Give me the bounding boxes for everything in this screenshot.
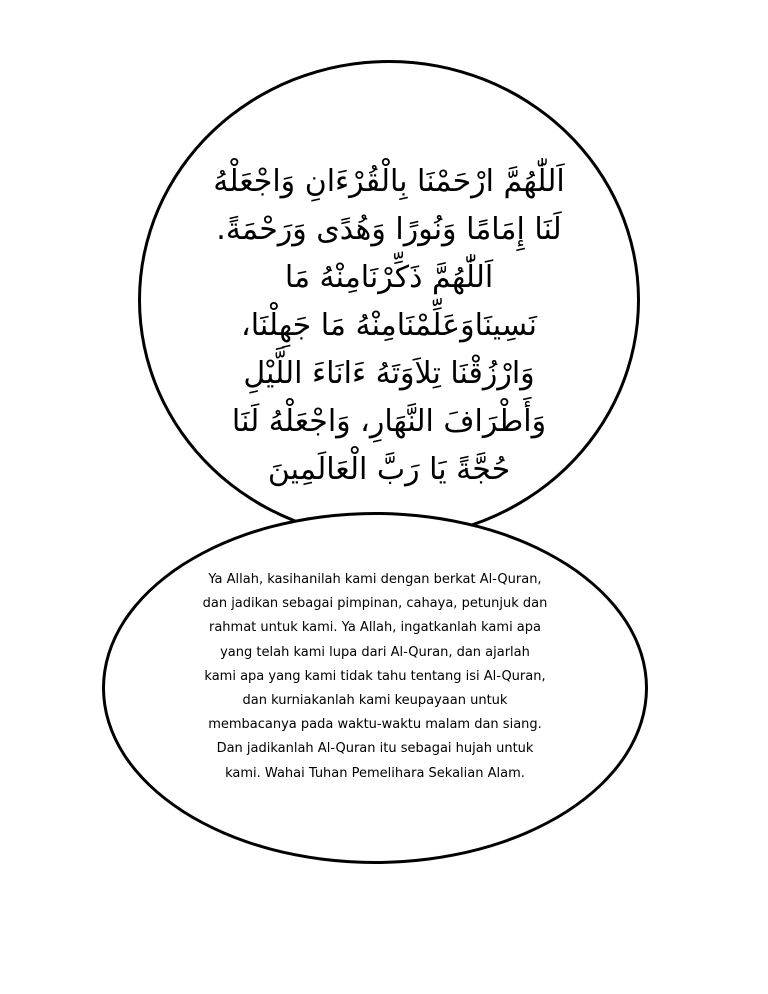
translation-line: Ya Allah, kasihanilah kami dengan berkat Al-Quran, xyxy=(208,572,542,587)
translation-line: rahmat untuk kami. Ya Allah, ingatkanlah kami apa xyxy=(208,620,541,636)
arabic-prayer-container xyxy=(150,150,628,487)
translation-line: yang telah kami lupa dari Al-Quran, dan ajarlah xyxy=(220,644,530,660)
translation-line: kami. Wahai Tuhan Pemelihara Sekalian Alam. xyxy=(225,765,525,781)
arabic-line: اَللّٰهُمَّ ذَكِّرْنَامِنْهُ مَا xyxy=(284,260,494,295)
translation-line: dan jadikan sebagai pimpinan, cahaya, petunjuk dan xyxy=(202,596,548,612)
arabic-line: نَسِينَاوَعَلِّمْنَامِنْهُ مَا جَهِلْنَا، xyxy=(241,308,537,343)
translation-line: Dan jadikanlah Al-Quran itu sebagai hujah untuk xyxy=(216,741,534,757)
translation-line: dan kurniakanlah kami keupayaan untuk xyxy=(242,693,508,709)
malay-translation-text xyxy=(150,568,600,786)
arabic-line: وَارْزُقْنَا تِلاَوَتَهُ ءَانَاءَ اللَّيْلِ xyxy=(243,356,535,391)
arabic-line: اَللّٰهُمَّ ارْحَمْنَا بِالْقُرْءَانِ وَاجْعَلْهُ xyxy=(213,164,565,199)
arabic-prayer-text xyxy=(150,150,628,494)
translation-line: membacanya pada waktu-waktu malam dan siang. xyxy=(208,717,542,733)
arabic-line: وَأَطْرَافَ النَّهَارِ، وَاجْعَلْهُ لَنَا xyxy=(231,404,547,439)
arabic-line: حُجَّةً يَا رَبَّ الْعَالَمِينَ xyxy=(267,452,511,487)
arabic-line: لَنَا إِمَامًا وَنُورًا وَهُدًى وَرَحْمَةً. xyxy=(216,212,562,247)
translation-line: kami apa yang kami tidak tahu tentang isi Al-Quran, xyxy=(204,668,546,684)
